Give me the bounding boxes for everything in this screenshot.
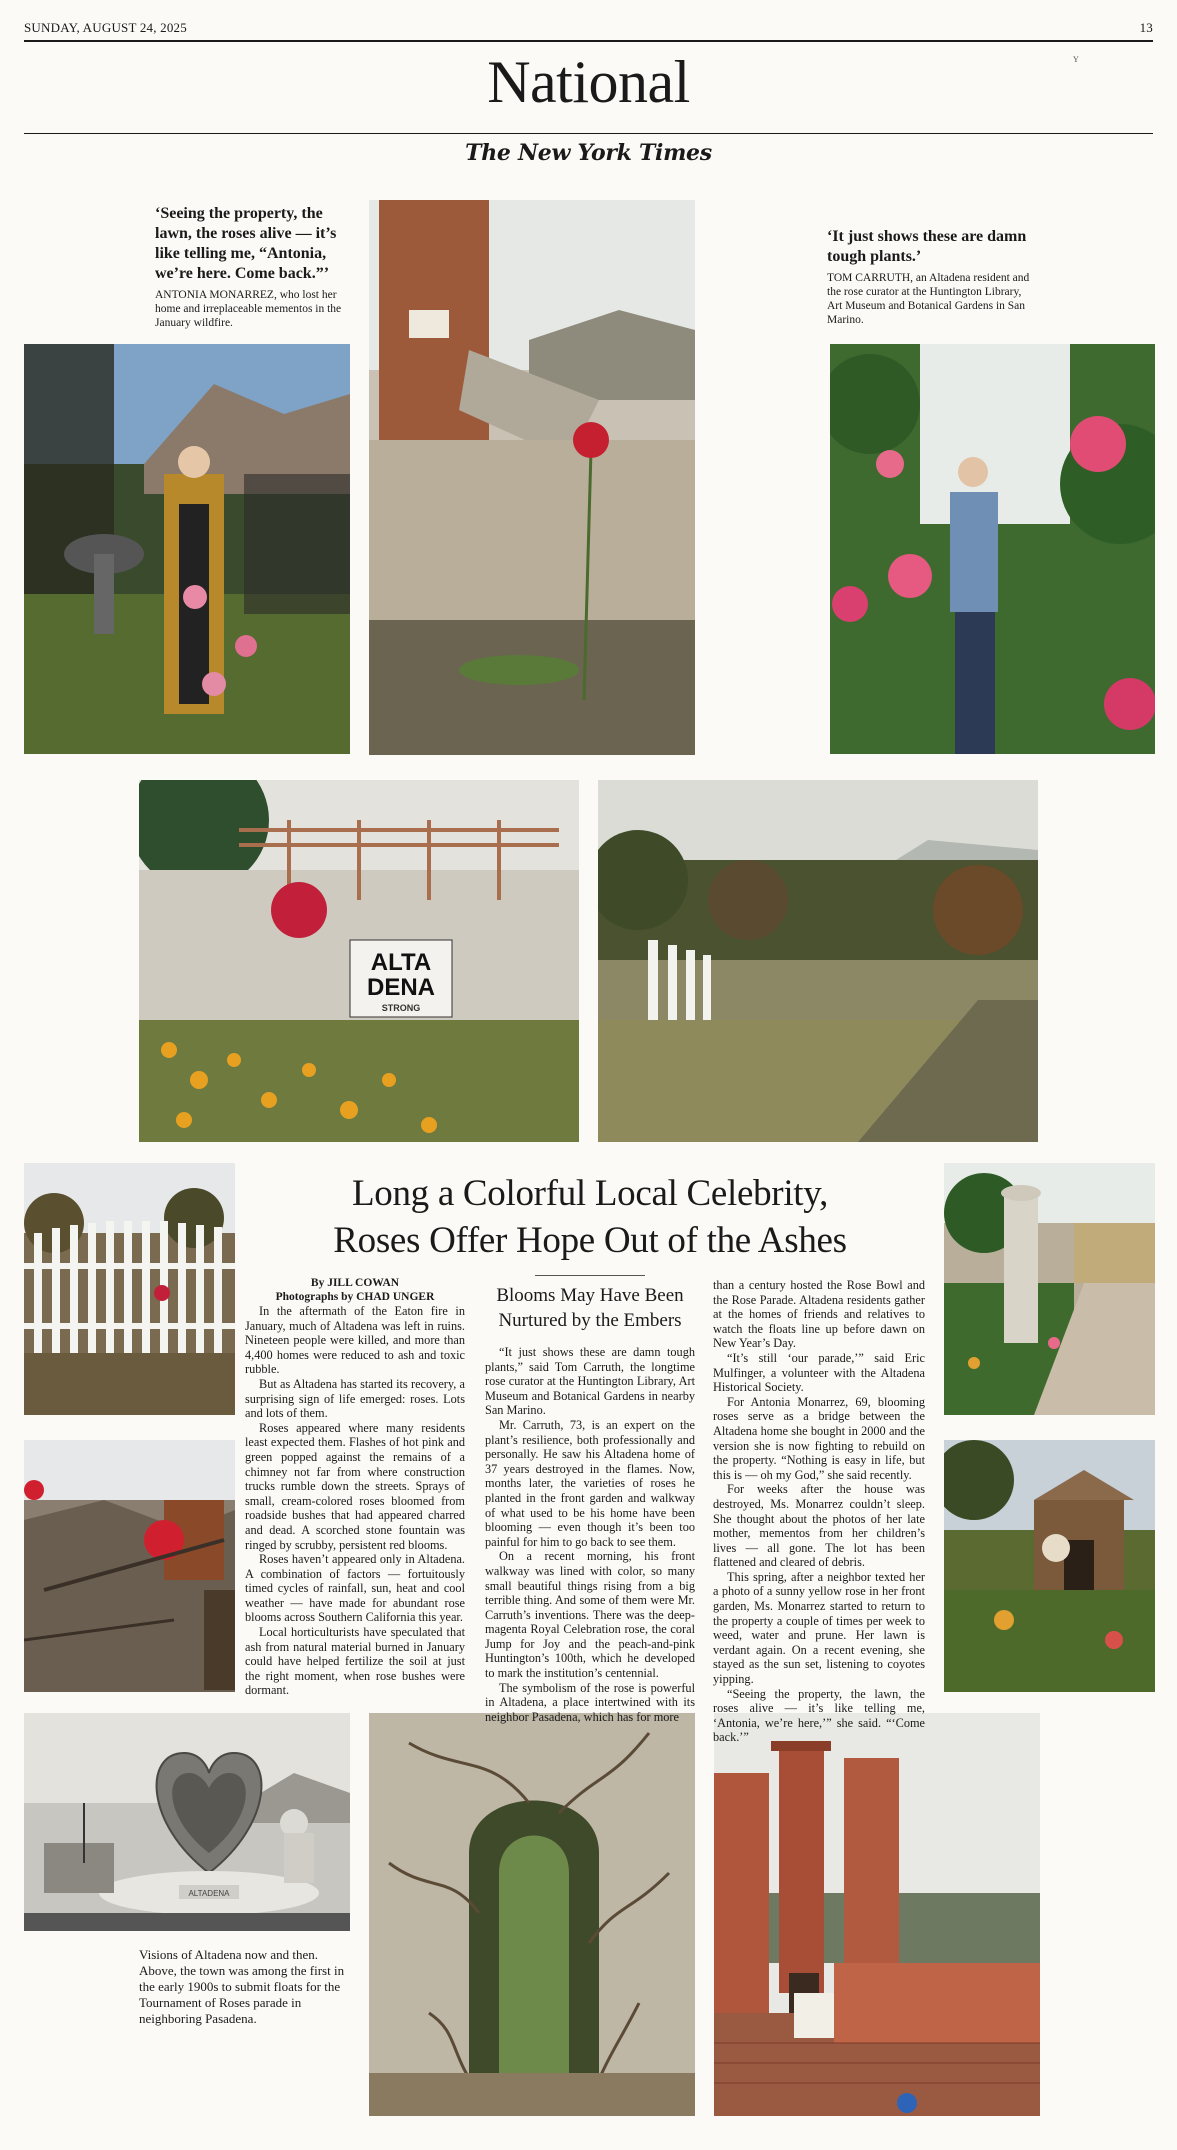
paragraph: The symbolism of the rose is powerful in Altadena, a place intertwined with its neighbor Pasadena, which has for more [485,1680,695,1724]
nyt-logo: The New York Times [465,140,712,166]
paragraph: Roses haven’t appeared only in Altadena. A combination of factors — fortuitously timed cycles of rainfall, sun, heat and cool weather — have made for abundant rose blooms across Southern California this year. [245,1552,465,1625]
page-date: SUNDAY, AUGUST 24, 2025 [24,20,187,35]
article-subhead: Blooms May Have Been Nurtured by the Embers [496,1285,684,1331]
byline [245,1276,465,1304]
photo-chimney-rose [369,200,695,755]
paragraph: This spring, after a neighbor texted her a photo of a sunny yellow rose in her front garden, Ms. Monarrez started to return to the property a couple of times per week to weed, water and prune. Her lawn is verdant again. On a recent evening, she stayed as the sun set, listening to coyotes yipping. [713,1569,925,1687]
paragraph: Mr. Carruth, 73, is an expert on the plant’s resilience, both professionally and personally. He saw his Altadena home of 37 years destroyed in the flames. Now, months later, the varieties of roses he planted in the front garden and walkway of what used to be his home have been blooming — even though it’s been too painful for him to go back to see them. [485,1417,695,1549]
photo-vine-archway [369,1713,695,2116]
corner-mark: Y [1073,55,1079,64]
paragraph: But as Altadena has started its recovery, a surprising sign of life emerged: roses. Lots and lots of them. [245,1376,465,1421]
photo-rose-burned-house [944,1440,1155,1692]
paragraph: Local horticulturists have speculated that ash from natural material burned in January could have helped fertilize the soil at just the right moment, when rose bushes were dormant. [245,1625,465,1698]
headline-line-1: Long a Colorful Local Celebrity, [351,1173,829,1214]
pull-quote-right [827,227,1037,327]
article-column-2 [485,1283,695,1724]
sign-line-3: STRONG [381,1003,421,1013]
page-number: 13 [1139,20,1153,35]
top-rule [24,40,1153,42]
pull-quote-credit: ANTONIA MONARREZ, who lost her home and irreplaceable mementos in the January wildfire. [155,289,342,329]
pull-quote-left [155,204,355,330]
pull-quote-text: ‘Seeing the property, the lawn, the roses alive — it’s like telling me, “Antonia, we’re here. Come back.”’ [155,205,337,282]
photo-overgrown-lot-fence [598,780,1038,1142]
article-headline [245,1170,935,1264]
paragraph: For Antonia Monarrez, 69, blooming roses serve as a bridge between the Altadena home she bought in 2000 and the version she is now fighting to rebuild on the property. “Nothing is easy in life, but this is — oh my God,” she said recently. [713,1394,925,1482]
paragraph: Roses appeared where many residents least expected them. Flashes of hot pink and green popped against the remains of a chimney not far from where construction trucks rumble down the streets. Sprays of small, cream-colored roses bloomed from roadside bushes that had appeared charred and dead. A scorched stone fountain was ringed by scrubby, persistent red blooms. [245,1420,465,1552]
sign-line-2: DENA [366,974,436,1001]
photo-caption: Visions of Altadena now and then. Above, the town was among the first in the early 1900s to submit floats for the Tournament of Roses parade in neighboring Pasadena. [139,1947,345,2026]
article-column-1 [245,1304,465,1698]
photo-white-picket-fence [24,1163,235,1415]
photo-fire-debris-rose [24,1440,235,1692]
photo-vintage-heart-float [24,1713,350,1931]
paragraph: “It just shows these are damn tough plants,” said Tom Carruth, the longtime rose curator at the Huntington Library, Art Museum and Botanical Gardens in nearby San Marino. [485,1345,695,1418]
photo-stone-pillar-garden [944,1163,1155,1415]
photo-altadena-strong-sign [139,780,579,1142]
pull-quote-text: ‘It just shows these are damn tough plants.’ [827,228,1027,265]
paragraph: For weeks after the house was destroyed, Ms. Monarrez couldn’t sleep. She thought about the photos of her late mother, mementos from her children’s lives — all gone. The lot has been flattened and cleared of debris. [713,1482,925,1570]
paragraph: “Seeing the property, the lawn, the roses alive — it’s like telling me, ‘Antonia, we’re here,’” she said. “‘Come back.’” [713,1686,925,1745]
photo-antonia-garden [24,344,350,754]
article-column-3 [713,1278,925,1745]
paragraph: “It’s still ‘our parade,’” said Eric Mulfinger, a volunteer with the Altadena Historical Society. [713,1350,925,1395]
headline-line-2: Roses Offer Hope Out of the Ashes [333,1220,847,1261]
byline-photographer: Photographs by CHAD UNGER [275,1291,435,1303]
float-label: ALTADENA [188,1889,230,1898]
photo-brick-ruins [714,1713,1040,2116]
pull-quote-credit: TOM CARRUTH, an Altadena resident and the rose curator at the Huntington Library, Art Museum and Botanical Gardens in San Marino. [827,272,1030,326]
byline-author: By JILL COWAN [310,1277,400,1289]
sign-line-1: ALTA [370,949,432,976]
section-title: National [487,49,690,115]
section-rule [24,133,1153,134]
paragraph: In the aftermath of the Eaton fire in January, much of Altadena was left in ruins. Nineteen people were killed, and more than 4,400 homes were reduced to ash and toxic rubble. [245,1304,465,1377]
paragraph: than a century hosted the Rose Bowl and the Rose Parade. Altadena residents gather at the homes of friends and relatives to watch the floats line up before dawn on New Year’s Day. [713,1278,925,1351]
headline-rule [535,1275,645,1276]
paragraph: On a recent morning, his front walkway was lined with color, so many small beautiful things rising from a big terrible thing. And some of them were Mr. Carruth’s inventions. There was the deep-magenta Royal Celebration rose, the coral Jump for Joy and the peach-and-pink Huntington’s 100th, which he developed to mark the institution’s centennial. [485,1549,695,1681]
photo-tom-carruth-roses [830,344,1155,754]
